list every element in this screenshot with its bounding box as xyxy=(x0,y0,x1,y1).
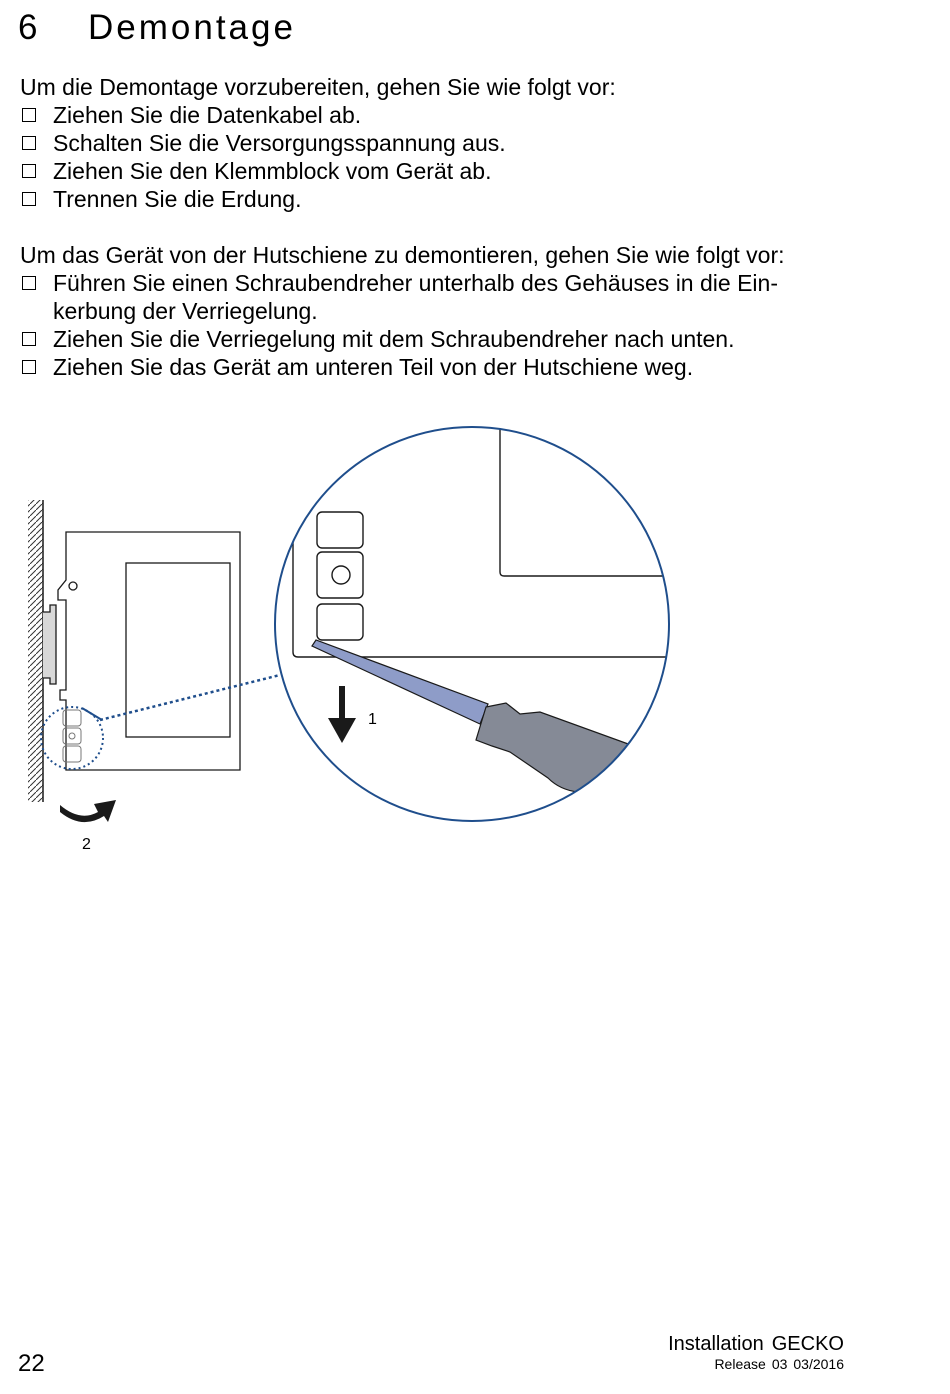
footer-release: Release 03 03/2016 xyxy=(714,1356,844,1372)
list-item: Ziehen Sie die Datenkabel ab. xyxy=(20,101,920,129)
device-housing xyxy=(58,532,240,770)
checkbox-icon xyxy=(22,332,36,346)
checkbox-icon xyxy=(22,276,36,290)
checkbox-icon xyxy=(22,360,36,374)
list-item: Ziehen Sie die Verriegelung mit dem Schraubendreher nach unten. xyxy=(20,325,920,353)
list-item: Trennen Sie die Erdung. xyxy=(20,185,920,213)
din-rail xyxy=(43,605,56,684)
list-item-continuation: kerbung der Verriegelung. xyxy=(53,298,318,324)
list-item: Schalten Sie die Versorgungsspannung aus. xyxy=(20,129,920,157)
preparation-block xyxy=(20,73,920,213)
section-title: Demontage xyxy=(88,8,296,47)
checkbox-icon xyxy=(22,136,36,150)
list-item: Ziehen Sie das Gerät am unteren Teil von der Hutschiene weg. xyxy=(20,353,920,381)
page-number: 22 xyxy=(18,1350,45,1377)
section-heading xyxy=(18,8,296,48)
dismount-illustration xyxy=(0,420,700,860)
mounting-wall xyxy=(28,500,43,802)
footer-document-title: Installation GECKO xyxy=(668,1333,844,1355)
label-step-1: 1 xyxy=(368,711,377,728)
removal-block xyxy=(20,241,920,381)
section-number: 6 xyxy=(18,8,41,47)
list-item: Führen Sie einen Schraubendreher unterhalb des Gehäuses in die Ein- xyxy=(20,269,920,297)
preparation-intro: Um die Demontage vorzubereiten, gehen Sie wie folgt vor: xyxy=(20,74,616,100)
checkbox-icon xyxy=(22,192,36,206)
removal-steps xyxy=(20,269,920,381)
checkbox-icon xyxy=(22,108,36,122)
detail-view xyxy=(275,420,700,840)
list-item: Ziehen Sie den Klemmblock vom Gerät ab. xyxy=(20,157,920,185)
rotate-arrow-icon xyxy=(60,800,116,822)
checkbox-icon xyxy=(22,164,36,178)
removal-intro: Um das Gerät von der Hutschiene zu demontieren, gehen Sie wie folgt vor: xyxy=(20,242,785,268)
preparation-steps xyxy=(20,101,920,213)
label-step-2: 2 xyxy=(82,836,91,853)
